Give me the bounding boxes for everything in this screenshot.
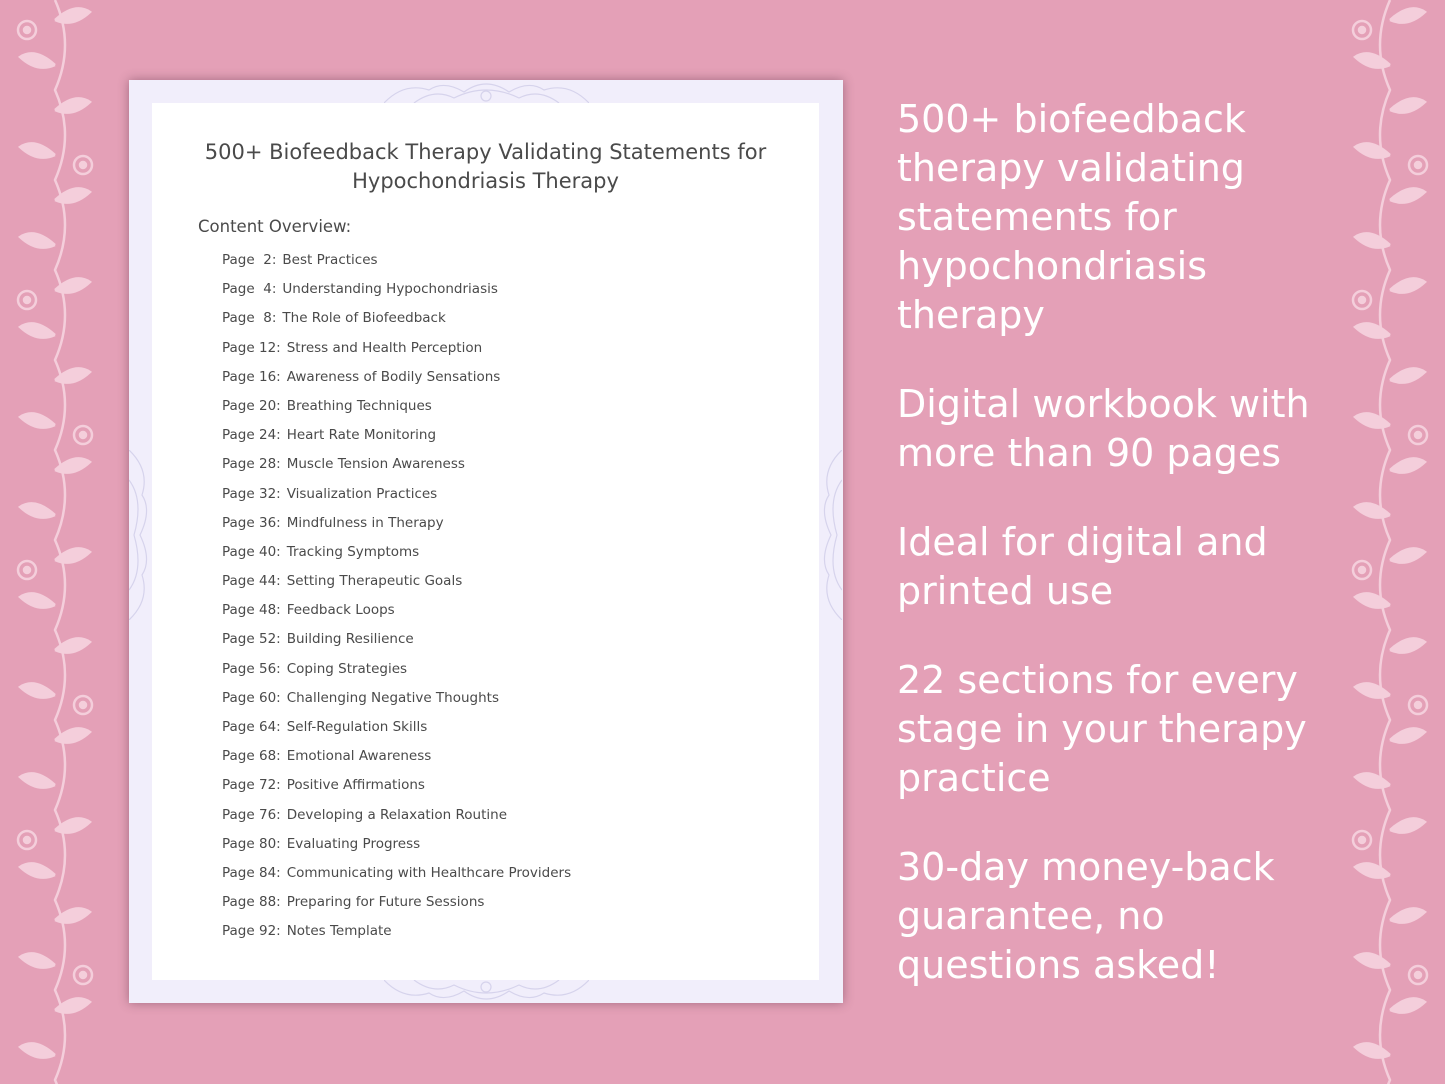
feature-text [897,380,1310,478]
toc-item [222,836,571,865]
toc-item [222,252,571,281]
feature-line: guarantee, no [897,894,1165,938]
feature-line: Ideal for digital and [897,520,1268,564]
toc-item [222,719,571,748]
toc-section-title: Stress and Health Perception [286,339,483,356]
feature-line: 30-day money-back [897,845,1275,889]
feature-line: 500+ biofeedback [897,97,1246,141]
toc-section-title: Emotional Awareness [286,748,432,765]
toc-item [222,486,571,515]
toc-item [222,631,571,660]
toc-section-title: Best Practices [282,252,378,268]
toc-item [222,515,571,544]
toc-page-number: Page 52: [222,631,281,648]
document-title [192,138,779,196]
toc-item [222,690,571,719]
toc-section-title: Preparing for Future Sessions [286,894,485,911]
feature-line: 22 sections for every [897,658,1298,702]
toc-page-number: Page 76: [222,806,281,823]
toc-section-title: Heart Rate Monitoring [286,427,437,444]
toc-section-title: Building Resilience [286,631,414,648]
toc-item [222,310,571,339]
toc-section-title: Notes Template [286,923,392,940]
toc-section-title: Coping Strategies [286,660,408,677]
toc-page-number: Page 36: [222,514,281,531]
toc-page-number: Page 28: [222,456,281,473]
content-overview-heading: Content Overview: [198,217,352,236]
toc-page-number: Page 68: [222,748,281,765]
toc-page-number: Page 40: [222,543,281,560]
document-preview [129,80,843,1003]
toc-page-number: Page 72: [222,777,281,794]
toc-section-title: Understanding Hypochondriasis [282,281,498,298]
toc-item [222,573,571,602]
feature-line: printed use [897,569,1114,613]
feature-line: questions asked! [897,943,1220,987]
toc-page-number: Page 44: [222,573,281,590]
toc-section-title: Awareness of Bodily Sensations [286,368,501,385]
toc-section-title: Muscle Tension Awareness [286,456,465,473]
toc-page-number: Page 48: [222,602,281,619]
toc-item [222,807,571,836]
feature-line: Digital workbook with [897,382,1310,426]
toc-page-number: Page 80: [222,835,281,852]
toc-item [222,369,571,398]
toc-page-number: Page 20: [222,397,281,414]
feature-line: stage in your therapy [897,707,1307,751]
toc-section-title: Tracking Symptoms [286,543,420,560]
toc-page-number: Page 16: [222,368,281,385]
feature-text [897,656,1307,803]
toc-section-title: Visualization Practices [286,485,438,502]
toc-page-number: Page 84: [222,864,281,881]
toc-item [222,661,571,690]
toc-page-number: Page 24: [222,427,281,444]
toc-section-title: Self-Regulation Skills [286,719,428,735]
toc-item [222,456,571,485]
toc-page-number: Page 12: [222,339,281,356]
feature-line: more than 90 pages [897,431,1282,475]
feature-line: therapy validating [897,146,1245,190]
mandala-ornament-bottom [384,980,589,1003]
toc-item [222,923,571,952]
mandala-ornament-top [384,80,589,103]
document-page [152,103,819,980]
feature-line: hypochondriasis [897,244,1207,288]
mandala-ornament-right [819,450,842,620]
toc-item [222,427,571,456]
toc-item [222,544,571,573]
feature-line: therapy [897,293,1045,337]
toc-section-title: Mindfulness in Therapy [286,514,444,531]
toc-section-title: Breathing Techniques [286,397,432,414]
toc-page-number: Page 4: [222,281,277,298]
floral-border-right [1335,0,1445,1084]
toc-page-number: Page 8: [222,310,277,327]
toc-item [222,865,571,894]
toc-page-number: Page 88: [222,894,281,911]
feature-text [897,95,1246,340]
toc-item [222,748,571,777]
toc-item [222,777,571,806]
toc-page-number: Page 92: [222,923,281,940]
toc-page-number: Page 64: [222,719,281,735]
feature-line: statements for [897,195,1177,239]
toc-item [222,894,571,923]
toc-page-number: Page 2: [222,252,277,268]
toc-page-number: Page 60: [222,689,281,706]
toc-item [222,398,571,427]
toc-section-title: Challenging Negative Thoughts [286,689,500,706]
toc-section-title: The Role of Biofeedback [282,310,446,327]
toc-page-number: Page 32: [222,485,281,502]
mandala-ornament-left [129,450,152,620]
toc-section-title: Positive Affirmations [286,777,425,794]
toc-page-number: Page 56: [222,660,281,677]
toc-item [222,602,571,631]
toc-section-title: Evaluating Progress [286,835,421,852]
floral-border-left [0,0,110,1084]
toc-item [222,281,571,310]
document-title-line2: Hypochondriasis Therapy [352,169,619,193]
toc-section-title: Setting Therapeutic Goals [286,573,463,590]
table-of-contents [222,252,571,953]
toc-item [222,340,571,369]
feature-line: practice [897,756,1051,800]
toc-section-title: Developing a Relaxation Routine [286,806,508,823]
toc-section-title: Feedback Loops [286,602,395,619]
toc-section-title: Communicating with Healthcare Providers [286,864,572,881]
feature-text [897,518,1268,616]
feature-text [897,843,1275,990]
document-title-line1: 500+ Biofeedback Therapy Validating Statements for [204,140,767,164]
